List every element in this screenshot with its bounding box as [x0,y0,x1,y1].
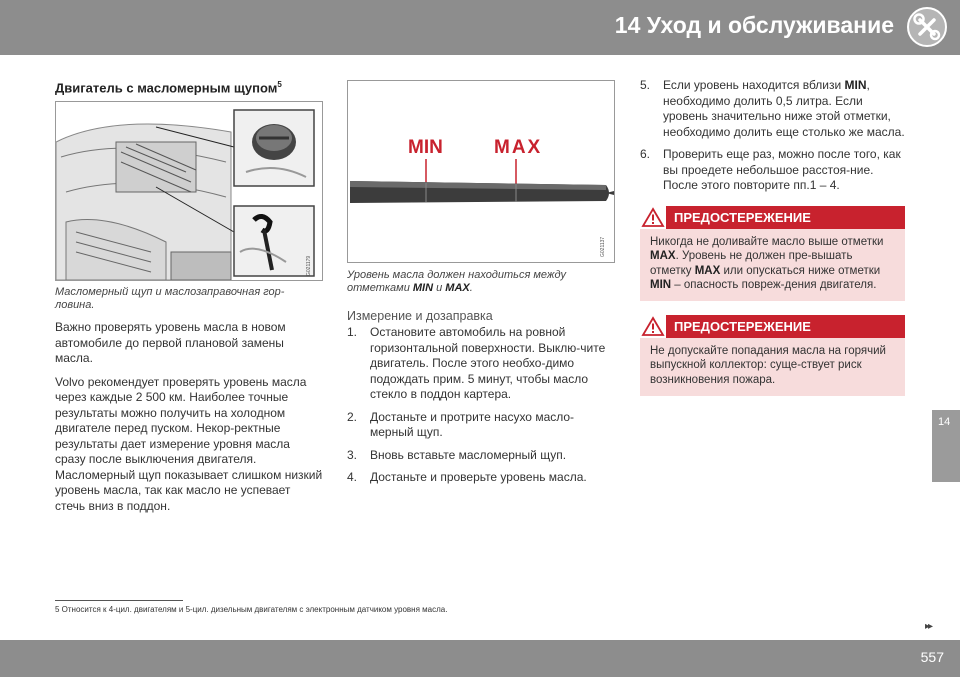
list-item: 6. Проверить еще раз, можно после того, как вы проедете небольшое расстоя-ние. После этого повторите пп.1 – 4. [640,147,901,192]
list-item: 5. Если уровень находится вблизи MIN, необходимо долить 0,5 литра. Если уровень значительно ниже этой отметки, необходимо долить еще столько же масла. [640,78,905,139]
warning-icon [640,315,666,338]
middle-column [347,80,615,493]
page-number: 557 [920,649,944,665]
warning-box [640,206,905,301]
steps-list [640,78,905,194]
warning-icon [640,206,666,229]
footnote-divider [55,600,183,601]
list-item: 3. Вновь вставьте масломерный щуп. [347,447,567,462]
list-item: 2. Достаньте и протрите насухо масло-мерный щуп. [347,409,575,439]
figure-caption: Масломерный щуп и маслозаправочная гор-ловина. [55,286,285,312]
warning-header: ПРЕДОСТЕРЕЖЕНИЕ [640,315,905,338]
subheading: Измерение и дозаправка [347,309,493,323]
footer-bar [0,640,960,677]
list-item: 4. Достаньте и проверьте уровень масла. [347,470,587,484]
left-column [55,80,323,514]
figure-caption: Уровень масла должен находиться между отметками MIN и MAX. [347,269,566,294]
warning-header: ПРЕДОСТЕРЕЖЕНИЕ [640,206,905,229]
dipstick-illustration [347,80,615,263]
right-column [640,78,905,396]
paragraph: Важно проверять уровень масла в новом автомобиле до первой плановой замены масла. [55,320,286,366]
next-page-icon[interactable]: ▸▸ [925,621,932,632]
min-label: MIN [408,137,443,158]
chapter-tab[interactable]: 14 [932,410,960,482]
warning-box [640,315,905,396]
section-heading: Двигатель с масломерным щупом$^5$ [55,80,282,96]
warning-text: Никогда не доливайте масло выше отметки MAX. Уровень не должен пре-вышать отметку MAX или опускаться ниже отметки MIN – опасность повреж-дения двигателя. [640,229,905,301]
figure-code: G021179 [306,256,312,277]
engine-illustration [55,101,323,281]
warning-text: Не допускайте попадания масла на горячий выпускной коллектор: суще-ствует риск возникновения пожара. [640,338,905,396]
footnote: 5 Относится к 4-цил. двигателям и 5-цил. дизельным двигателям с электронным датчиком уровня масла. [55,605,448,614]
figure-code: G021137 [600,236,606,257]
chapter-title: 14 Уход и обслуживание [614,12,894,38]
list-item: 1. Остановите автомобиль на ровной горизонтальной поверхности. Выклю-чите двигатель. После этого необхо-димо подождать прим. 5 минут, чтобы масло стекло в поддон картера. [347,325,606,401]
steps-list [347,325,615,486]
paragraph: Volvo рекомендует проверять уровень масла через каждые 2 500 км. Наиболее точные результаты можно получить на холодном двигателе перед пуском. Некор-ректные результаты дает измерение уровня масла сразу после выключения двигателя. Масломерный щуп показывает слишком низкий уровень масла, так как масло не успевает стечь вниз в поддон. [55,374,323,513]
max-label: MAX [494,137,543,158]
wrench-icon [906,6,948,48]
